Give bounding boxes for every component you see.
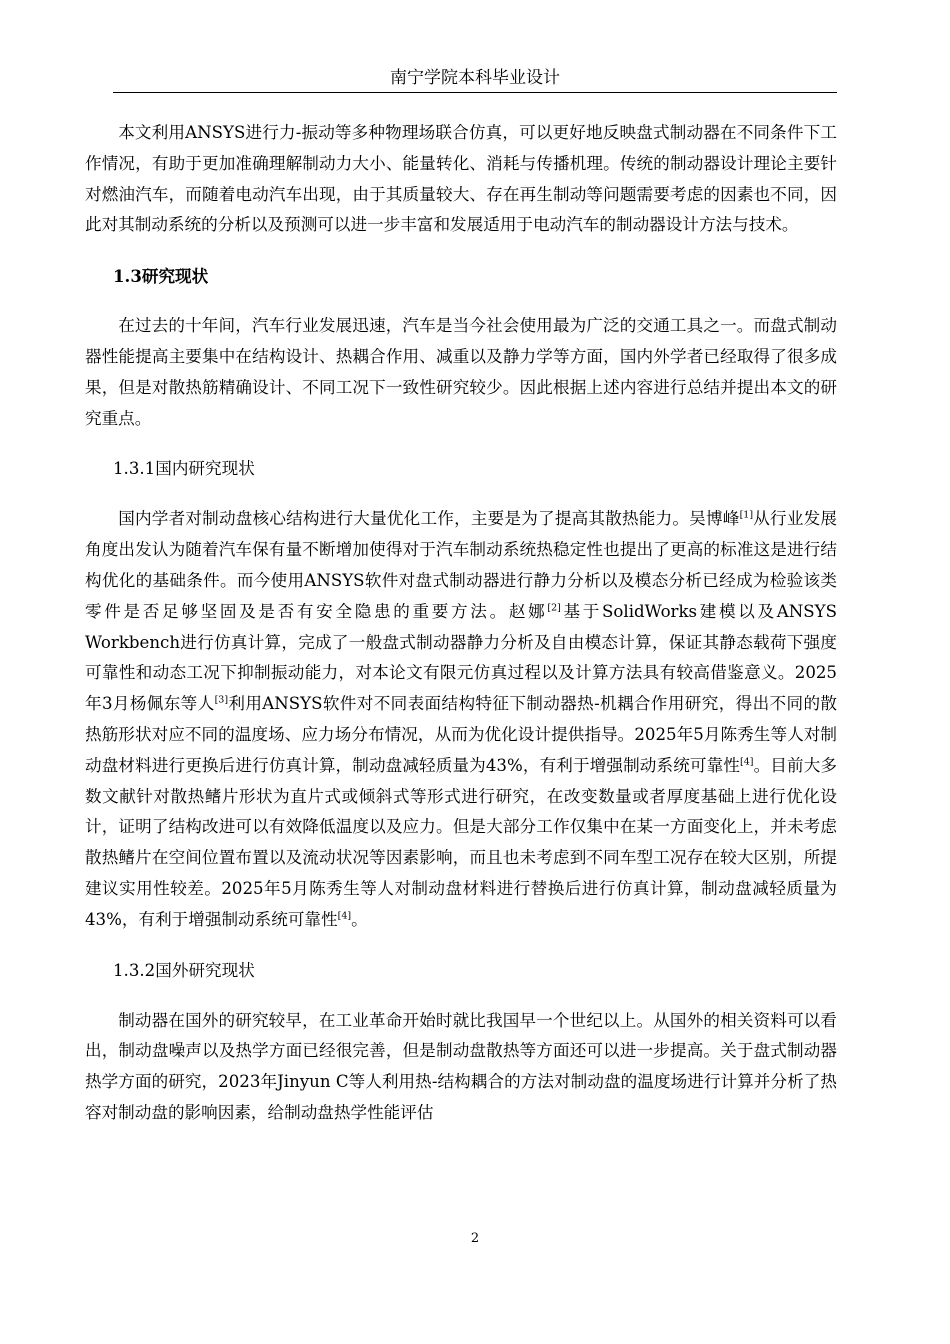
paragraph-research-status-intro: 在过去的十年间，汽车行业发展迅速，汽车是当今社会使用最为广泛的交通工具之一。而盘式制动器性能提高主要集中在结构设计、热耦合作用、减重以及静力学等方面，国内外学者已经取得了很多成果，但是对散热筋精确设计、不同工况下一致性研究较少。因此根据上述内容进行总结并提出本文的研究重点。	[85, 316, 837, 428]
citation-2: [2]	[547, 602, 561, 614]
citation-4: [4]	[740, 756, 754, 768]
paragraph-research-significance: 本文利用ANSYS进行力-振动等多种物理场联合仿真，可以更好地反映盘式制动器在不同条件下工作情况，有助于更加准确理解制动力大小、能量转化、消耗与传播机理。传统的制动器设计理论主要针对燃油汽车，而随着电动汽车出现，由于其质量较大、存在再生制动等问题需要考虑的因素也不同，因此对其制动系统的分析以及预测可以进一步丰富和发展适用于电动汽车的制动器设计方法与技术。	[85, 123, 837, 235]
page-header-title: 南宁学院本科毕业设计	[390, 68, 560, 88]
page-number: 2	[470, 1231, 480, 1246]
citation-1: [1]	[739, 509, 754, 521]
section-heading-1-3-2: 1.3.2国外研究现状	[113, 960, 255, 980]
domestic-text-seg6: 。	[351, 909, 368, 929]
citation-3: [3]	[214, 694, 229, 706]
domestic-text-seg1: 国内学者对制动盘核心结构进行大量优化工作，主要是为了提高其散热能力。吴博峰	[118, 509, 740, 529]
domestic-text-seg5: 。目前大多数文献针对散热鳍片形状为直片式或倾斜式等形式进行研究，在改变数量或者厚度基础上进行优化设计，证明了结构改进可以有效降低温度以及应力。但是大部分工作仅集中在某一方面变化上，并未考虑散热鳍片在空间位置布置以及流动状况等因素影响，而且也未考虑到不同车型工况存在较大区别，所提建议实用性较差。2025年5月陈秀生等人对制动盘材料进行替换后进行仿真计算，制动盘减轻质量为43%，有利于增强制动系统可靠性	[85, 755, 837, 929]
paragraph-domestic-research	[85, 504, 837, 935]
document-body	[85, 118, 837, 1129]
domestic-text-seg3: 基于SolidWorks建模以及ANSYS Workbench进行仿真计算，完成了一般盘式制动器静力分析及自由模态计算，保证其静态载荷下强度可靠性和动态工况下抑制振动能力，对本论文有限元仿真过程以及计算方法具有较高借鉴意义。2025年3月杨佩东等人	[85, 601, 837, 714]
citation-4-repeat: [4]	[337, 910, 352, 922]
paragraph-foreign-research: 制动器在国外的研究较早，在工业革命开始时就比我国早一个世纪以上。从国外的相关资料可以看出，制动盘噪声以及热学方面已经很完善，但是制动盘散热等方面还可以进一步提高。关于盘式制动器热学方面的研究，2023年Jinyun C等人利用热-结构耦合的方法对制动盘的温度场进行计算并分析了热容对制动盘的影响因素，给制动盘热学性能评估	[85, 1010, 837, 1122]
header-divider	[113, 92, 837, 93]
domestic-text-seg4: 利用ANSYS软件对不同表面结构特征下制动器热-机耦合作用研究，得出不同的散热筋形状对应不同的温度场、应力场分布情况，从而为优化设计提供指导。2025年5月陈秀生等人对制动盘材料进行更换后进行仿真计算，制动盘减轻质量为43%，有利于增强制动系统可靠性	[85, 694, 837, 775]
section-heading-1-3-1: 1.3.1国内研究现状	[113, 459, 255, 479]
domestic-text-seg2: 从行业发展角度出发认为随着汽车保有量不断增加使得对于汽车制动系统热稳定性也提出了更高的标准这是进行结构优化的基础条件。而今使用ANSYS软件对盘式制动器进行静力分析以及模态分析已经成为检验该类零件是否足够坚固及是否有安全隐患的重要方法。赵娜	[85, 509, 838, 621]
section-heading-1-3: 1.3研究现状	[113, 266, 209, 287]
